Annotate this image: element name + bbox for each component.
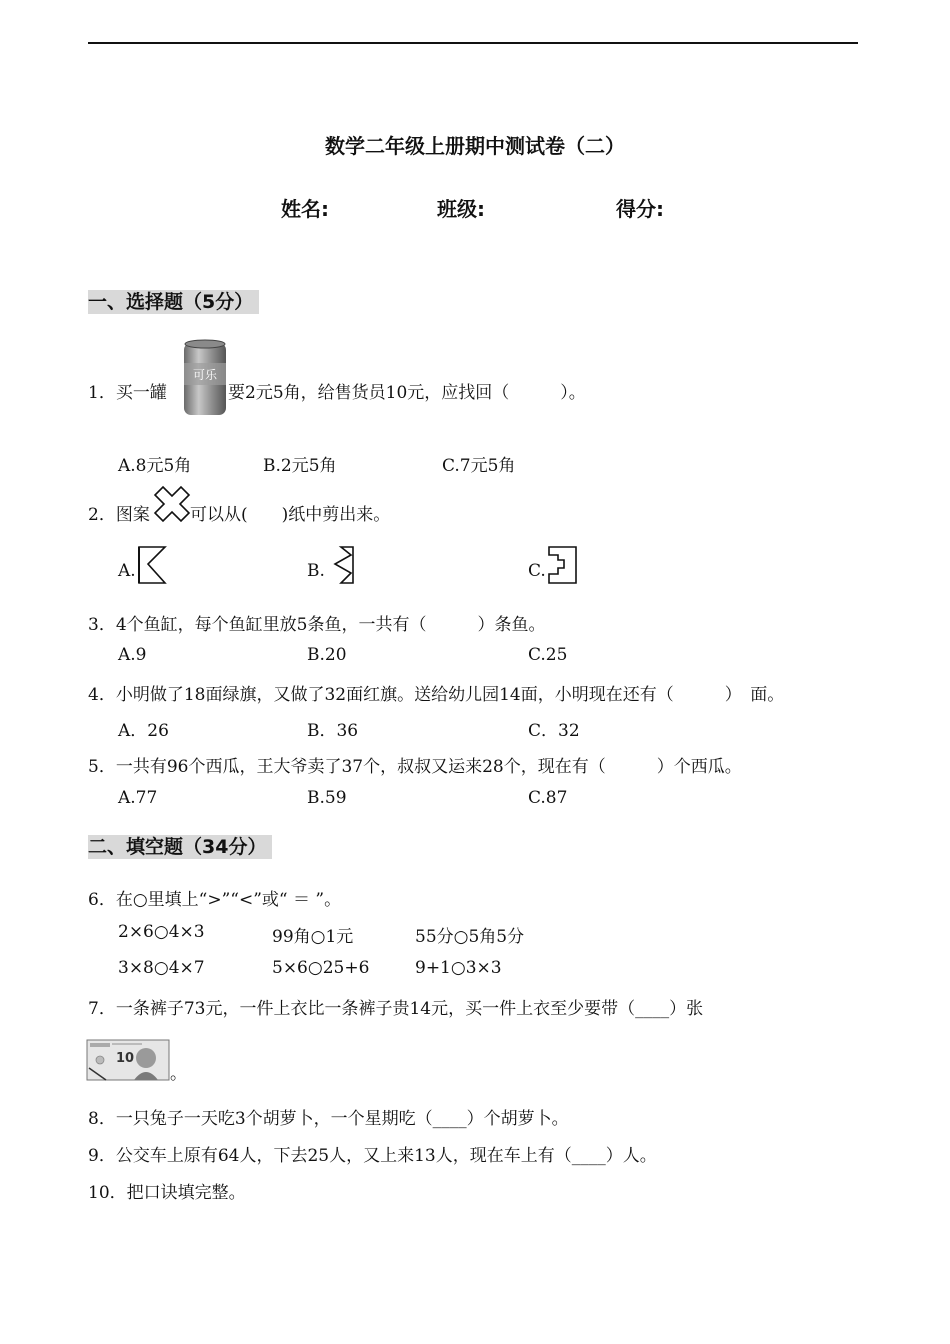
folded-paper-b-icon [325,544,357,586]
q5-option-b: B.59 [307,788,347,808]
question-8-text: 8．一只兔子一天吃3个胡萝卜，一个星期吃（____）个胡萝卜。 [88,1109,569,1129]
section-header: 二、填空题（34分） [88,835,272,859]
cross-pattern-icon [153,485,191,523]
question-4-text: 4．小明做了18面绿旗，又做了32面红旗。送给幼儿园14面，小明现在还有（ ） 面。 [88,685,785,705]
name-label: 姓名: [281,197,329,221]
q4-option-a: A．26 [118,721,169,741]
q6-item: 55分○5角5分 [415,927,525,947]
top-rule [88,42,858,44]
question-7-text: 7．一条裤子73元，一件上衣比一条裤子贵14元，买一件上衣至少要带（____）张 [88,999,704,1019]
q2-option-c: C. [528,561,546,581]
cola-can-image [182,337,228,419]
q4-option-c: C．32 [528,721,580,741]
q6-item: 3×8○4×7 [118,958,205,978]
can-label: 可乐 [192,368,218,382]
q6-item: 2×6○4×3 [118,922,205,942]
q6-item: 9+1○3×3 [415,958,502,978]
q1-option-b: B.2元5角 [263,456,337,476]
question-2-text: 可以从( )纸中剪出来。 [190,505,391,525]
folded-paper-c-icon [546,544,580,586]
q3-option-a: A.9 [118,645,147,665]
question-1-text: 要2元5角，给售货员10元，应找回（ ）。 [228,383,586,403]
banknote-image [86,1038,170,1082]
section-header: 一、选择题（5分） [88,290,259,314]
question-3-text: 3．4个鱼缸，每个鱼缸里放5条鱼，一共有（ ）条鱼。 [88,615,546,635]
q3-option-c: C.25 [528,645,568,665]
q1-option-a: A.8元5角 [118,456,192,476]
question-5-text: 5．一共有96个西瓜，王大爷卖了37个，叔叔又运来28个，现在有（ ）个西瓜。 [88,757,742,777]
question-2-prefix: 2．图案 [88,505,150,525]
class-label: 班级: [437,197,485,221]
folded-paper-a-icon [136,544,168,586]
score-label: 得分: [616,197,664,221]
q2-option-a: A. [118,561,136,581]
question-1-prefix: 1．买一罐 [88,383,167,403]
question-7-tail: 。 [170,1064,187,1084]
q3-option-b: B.20 [307,645,347,665]
q4-option-b: B．36 [307,721,359,741]
question-9-text: 9．公交车上原有64人，下去25人，又上来13人，现在车上有（____）人。 [88,1146,657,1166]
question-10-text: 10．把口诀填完整。 [88,1183,246,1203]
q5-option-c: C.87 [528,788,568,808]
page-title: 数学二年级上册期中测试卷（二） [325,134,625,158]
q1-option-c: C.7元5角 [442,456,516,476]
note-value: 10 [116,1051,135,1066]
q5-option-a: A.77 [118,788,158,808]
q6-item: 5×6○25+6 [272,958,370,978]
q2-option-b: B. [307,561,325,581]
question-6-text: 6．在○里填上“>”“<”或“ ＝ ”。 [88,890,342,910]
q6-item: 99角○1元 [272,927,354,947]
